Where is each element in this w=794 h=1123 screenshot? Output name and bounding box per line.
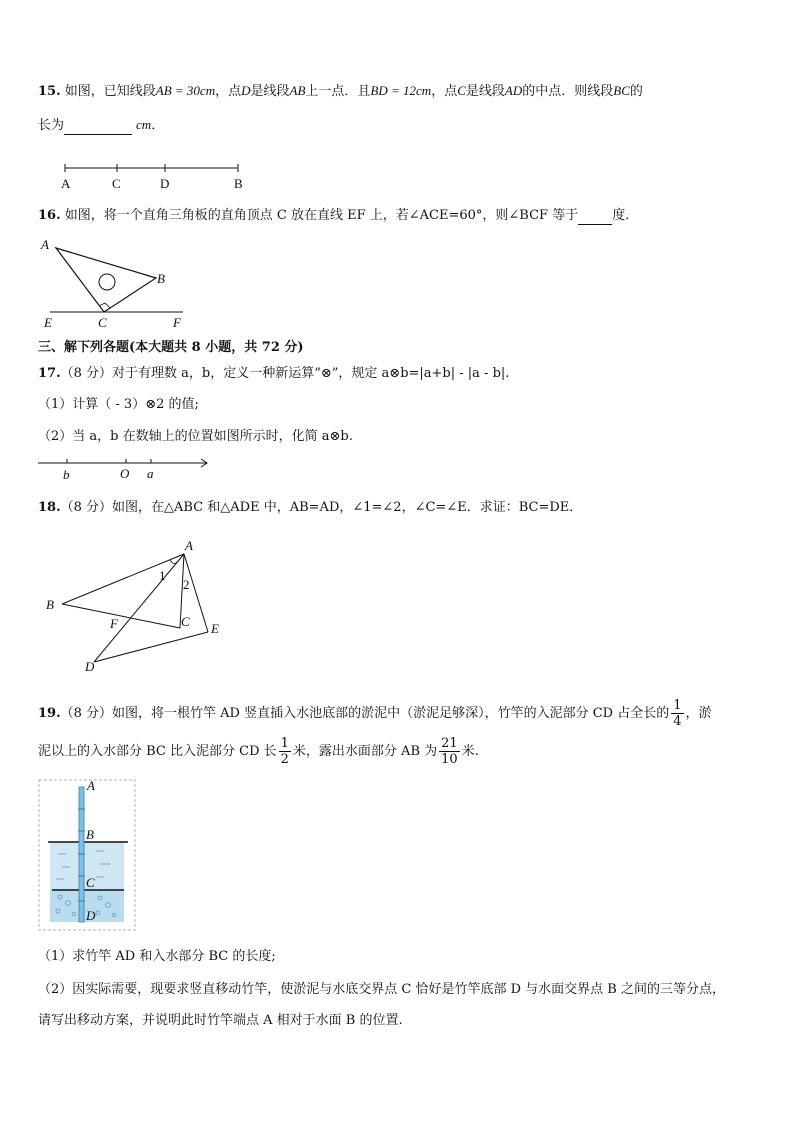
q16-text: 如图，将一个直角三角板的直角顶点 C 放在直线 EF 上，若∠ACE=60°，则∠BCF 等于 — [64, 208, 579, 223]
q19-part2-line2: 请写出移动方案，并说明此时竹竿端点 A 相对于水面 B 的位置. — [38, 1013, 403, 1028]
q15-math: AB — [289, 83, 306, 98]
q19-number: 19. — [38, 706, 61, 721]
q19-line1 — [38, 697, 712, 731]
q17-number-line — [38, 455, 213, 483]
fraction — [671, 698, 683, 729]
point-label-f: F — [173, 315, 181, 330]
fraction-numerator: 1 — [280, 736, 289, 751]
point-label-d: D — [86, 908, 96, 923]
q16-line1 — [38, 207, 638, 225]
q18-text: （8 分）如图，在△ABC 和△ADE 中，AB=AD，∠1=∠2，∠C=∠E．求证：BC=DE． — [60, 500, 583, 515]
q15-text: 上一点．且 — [305, 84, 371, 99]
point-label-d: D — [160, 176, 170, 191]
q15-text: 如图，已知线段 — [64, 84, 156, 99]
q15-math: AD — [504, 83, 523, 98]
q15-text: 是线段 — [250, 84, 290, 99]
q17-stem — [38, 365, 509, 383]
q19-text: 米，露出水面部分 AB 为 — [292, 744, 438, 759]
angle-label-2: 2 — [183, 577, 190, 592]
point-label-c: C — [86, 875, 95, 890]
point-label-a: A — [61, 176, 71, 191]
fraction-denominator: 10 — [441, 752, 458, 767]
q15-unit: cm — [136, 117, 152, 132]
point-label-c: C — [112, 176, 121, 191]
fraction-denominator: 4 — [673, 714, 682, 729]
angle-label-1: 1 — [159, 568, 166, 583]
point-label-a: A — [41, 237, 49, 252]
q16-text: 度． — [612, 208, 639, 223]
point-label-b: B — [46, 597, 54, 612]
fraction — [439, 736, 460, 767]
q15-number: 15. — [38, 84, 61, 99]
q17-number: 17. — [38, 366, 61, 381]
point-label-c: C — [98, 315, 107, 330]
q15-text: ，点 — [431, 84, 458, 99]
q15-math: D — [241, 83, 251, 98]
section-title: 三、解下列各题(本大题共 8 小题，共 72 分) — [38, 340, 304, 355]
fraction-numerator: 21 — [441, 736, 458, 751]
point-label-b: B — [234, 176, 243, 191]
point-label-a: A — [185, 538, 193, 553]
q18-number: 18. — [38, 500, 61, 515]
axis-label-origin: O — [120, 466, 130, 481]
q19-part2-line1: （2）因实际需要，现要求竖直移动竹竿，使淤泥与水底交界点 C 恰好是竹竿底部 D 与水面交界点 B 之间的三等分点， — [38, 982, 725, 997]
q15-text: 长为 — [38, 118, 65, 133]
q15-math: AB = 30cm — [155, 83, 216, 98]
q15-text: 的 — [629, 84, 643, 99]
q17-text: （8 分）对于有理数 a，b，定义一种新运算“⊗”，规定 a⊗b=|a+b| - |a - b|. — [60, 366, 510, 381]
q17-part2: （2）当 a，b 在数轴上的位置如图所示时，化简 a⊗b. — [38, 429, 353, 444]
answer-blank[interactable] — [64, 120, 132, 135]
q15-line2 — [38, 116, 164, 135]
q15-segment-figure — [60, 160, 250, 194]
q17-part1: （1）计算（ - 3）⊗2 的值; — [38, 397, 199, 412]
q15-math: C — [457, 83, 466, 98]
point-label-d: D — [85, 659, 95, 674]
q15-text: 的中点．则线段 — [522, 84, 614, 99]
axis-label-a: a — [147, 466, 154, 481]
q19-text: 泥以上的入水部分 BC 比入泥部分 CD 长 — [38, 744, 277, 759]
q15-math: BC — [613, 83, 630, 98]
q18-triangles-figure — [44, 534, 234, 674]
q18-stem — [38, 499, 582, 517]
fraction — [279, 736, 291, 767]
q19-text: ，淤 — [685, 706, 712, 721]
axis-label-b: b — [63, 467, 70, 482]
fraction-denominator: 2 — [280, 752, 289, 767]
q19-bamboo-pool-figure — [38, 779, 136, 931]
q15-line1 — [38, 82, 643, 101]
q16-number: 16. — [38, 208, 61, 223]
point-label-a: A — [87, 778, 95, 793]
point-label-b: B — [157, 271, 165, 286]
q19-line2 — [38, 735, 479, 769]
answer-blank[interactable] — [578, 210, 612, 225]
point-label-c: C — [181, 614, 190, 629]
q19-text: （8 分）如图，将一根竹竿 AD 竖直插入水池底部的淤泥中（淤泥足够深），竹竿的入泥部分 CD 占全长的 — [60, 706, 670, 721]
q15-text: ，点 — [215, 84, 242, 99]
q19-part1: （1）求竹竿 AD 和入水部分 BC 的长度; — [38, 949, 276, 964]
fraction-numerator: 1 — [673, 698, 682, 713]
q15-math: BD = 12cm — [370, 83, 432, 98]
q15-text: 是线段 — [465, 84, 505, 99]
point-label-e: E — [211, 621, 219, 636]
point-label-b: B — [86, 827, 94, 842]
q19-text: 米. — [461, 744, 479, 759]
point-label-e: E — [44, 315, 52, 330]
q15-text: ． — [151, 118, 165, 133]
point-label-f: F — [110, 616, 118, 631]
q16-triangle-figure — [40, 236, 190, 332]
